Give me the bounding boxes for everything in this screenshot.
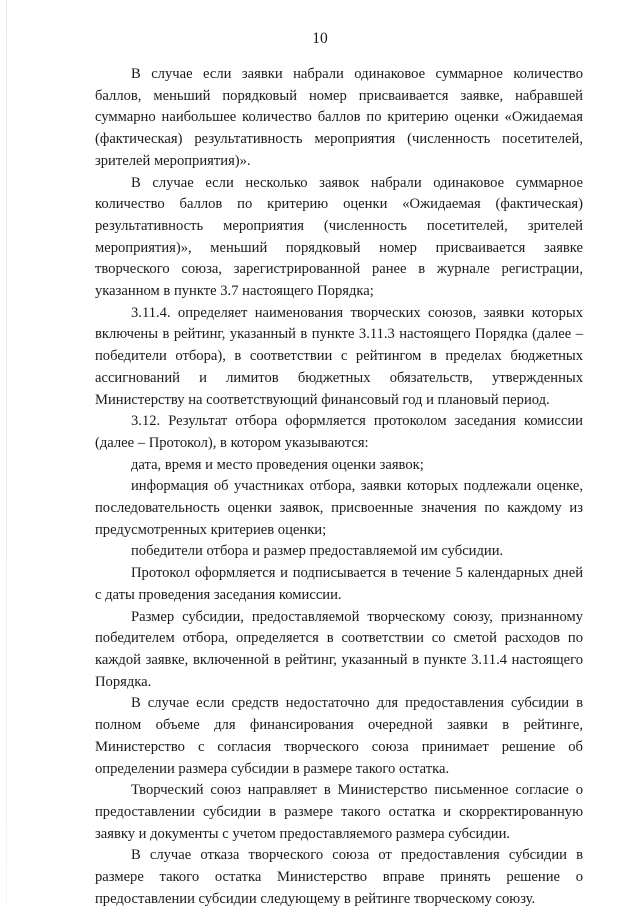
paragraph-union-consent: Творческий союз направляет в Министерство письменное согласие о предоставлении субсидии в размере такого остатка и скорректированную заявку и документы с учетом предоставляемого размера субсидии.	[95, 782, 583, 842]
scan-edge-shadow	[6, 0, 7, 905]
page-number: 10	[312, 30, 328, 47]
list-item-winners: победители отбора и размер предоставляемой им субсидии.	[131, 543, 504, 560]
paragraph-3-12: 3.12. Результат отбора оформляется протоколом заседания комиссии (далее – Протокол), в котором указываются:	[95, 413, 583, 451]
list-item-participants-info: информация об участниках отбора, заявки которых подлежали оценке, последовательность оценки заявок, присвоенные значения по каждому из предусмотренных критериев оценки;	[95, 478, 583, 538]
paragraph-insufficient-funds: В случае если средств недостаточно для предоставления субсидии в полном объеме для финансирования очередной заявки в рейтинге, Министерство с согласия творческого союза принимает решение об определении размера субсидии в размере такого остатка.	[95, 695, 583, 777]
paragraph-refusal-case: В случае отказа творческого союза от предоставления субсидии в размере такого остатка Министерство вправе принять решение о предоставлении субсидии следующему в рейтинге творческому союзу.	[95, 847, 583, 907]
paragraph-protocol-deadline: Протокол оформляется и подписывается в течение 5 календарных дней с даты проведения заседания комиссии.	[95, 565, 583, 603]
list-item-date-time-place: дата, время и место проведения оценки заявок;	[131, 456, 424, 473]
paragraph-multiple-equal-score-rule: В случае если несколько заявок набрали одинаковое суммарное количество баллов по критерию оценки «Ожидаемая (фактическая) результативность мероприятия (численность посетителей, зрителей мероприятия)», меньший порядковый номер присваивается заявке творческого союза, зарегистрированной ранее в журнале регистрации, указанном в пункте 3.7 настоящего Порядка;	[95, 174, 583, 300]
paragraph-subsidy-size: Размер субсидии, предоставляемой творческому союзу, признанному победителем отбора, определяется в соответствии со сметой расходов по каждой заявке, включенной в рейтинг, указанный в пункте 3.11.4 настоящего Порядка.	[95, 608, 583, 690]
paragraph-3-11-4: 3.11.4. определяет наименования творческих союзов, заявки которых включены в рейтинг, указанный в пункте 3.11.3 настоящего Порядка (далее – победители отбора), в соответствии с рейтингом в пределах бюджетных ассигнований и лимитов бюджетных обязательств, утвержденных Министерству на соответствующий финансовый год и плановый период.	[95, 304, 583, 408]
document-body	[95, 64, 583, 910]
paragraph-equal-score-rule: В случае если заявки набрали одинаковое суммарное количество баллов, меньший порядковый номер присваивается заявке, набравшей суммарно наибольшее количество баллов по критерию оценки «Ожидаемая (фактическая) результативность мероприятия (численность посетителей, зрителей мероприятия)».	[95, 66, 583, 169]
